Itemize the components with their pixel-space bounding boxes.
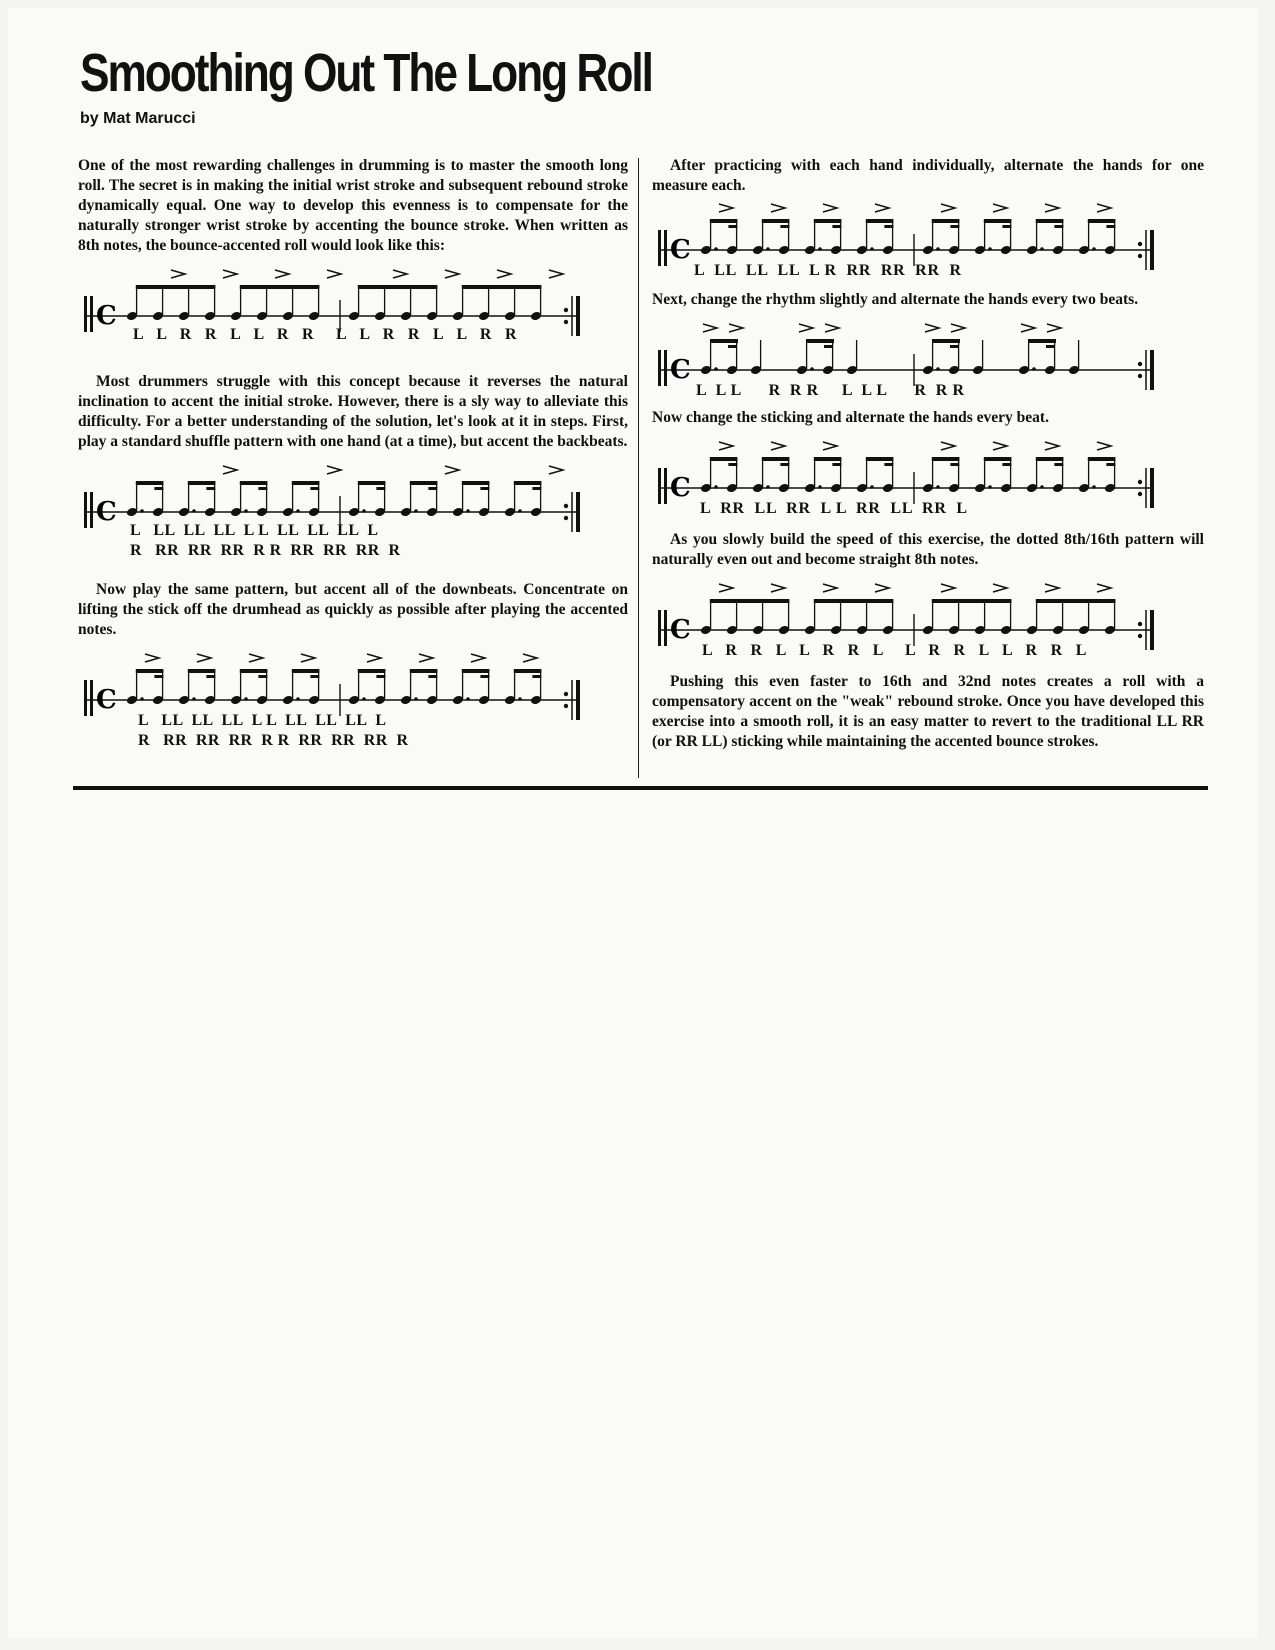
note-beam: [480, 487, 489, 490]
accent-mark: [925, 324, 939, 332]
note-beam: [358, 285, 438, 289]
accent-mark: [993, 204, 1007, 212]
accent-mark: [497, 270, 511, 278]
augmentation-dot: [192, 509, 196, 513]
augmentation-dot: [362, 509, 366, 513]
augmentation-dot: [818, 247, 822, 251]
augmentation-dot: [810, 367, 814, 371]
note-beam: [984, 219, 1012, 223]
notation-example-4: [652, 200, 1204, 284]
note-beam: [206, 675, 215, 678]
accent-mark: [301, 654, 315, 662]
note-beam: [480, 675, 489, 678]
augmentation-dot: [936, 367, 940, 371]
note-beam: [240, 481, 268, 485]
accent-mark: [445, 270, 459, 278]
paragraph-alternate: After practicing with each hand individually, alternate the hands for one measure each.: [652, 157, 1204, 194]
accent-mark: [223, 270, 237, 278]
accent-mark: [145, 654, 159, 662]
percussion-clef: [664, 468, 667, 504]
common-time-symbol: C: [96, 301, 117, 331]
note-beam: [462, 285, 542, 289]
accent-mark: [719, 442, 733, 450]
repeat-dot: [1138, 492, 1142, 496]
note-beam: [514, 669, 542, 673]
augmentation-dot: [1092, 247, 1096, 251]
augmentation-dot: [936, 247, 940, 251]
note-beam: [1036, 599, 1116, 603]
note-beam: [762, 457, 790, 461]
paragraph-rhythm: Next, change the rhythm slightly and alternate the hands every two beats.: [652, 291, 1139, 308]
note-beam: [376, 675, 385, 678]
accent-mark: [719, 204, 733, 212]
augmentation-dot: [362, 697, 366, 701]
notation-example-1: [78, 266, 628, 366]
note-beam: [428, 487, 437, 490]
accent-mark: [549, 270, 563, 278]
percussion-clef: [658, 610, 661, 646]
accent-mark: [825, 324, 839, 332]
accent-mark: [471, 654, 485, 662]
sticking-line: L LL LL LL L R RR RR RR R: [694, 262, 962, 279]
note-beam: [1054, 225, 1063, 228]
note-beam: [292, 481, 320, 485]
note-beam: [950, 225, 959, 228]
repeat-dot: [1138, 254, 1142, 258]
common-time-symbol: C: [96, 685, 117, 715]
paragraph-downbeats: Now play the same pattern, but accent all of the downbeats. Concentrate on lifting the stick off the drumhead as quickly as possible after playing the accented notes.: [78, 581, 628, 638]
accent-mark: [393, 270, 407, 278]
bottom-rule: [73, 786, 1208, 790]
accent-mark: [823, 442, 837, 450]
accent-mark: [1045, 584, 1059, 592]
note-beam: [154, 675, 163, 678]
augmentation-dot: [1092, 485, 1096, 489]
note-beam: [950, 463, 959, 466]
percussion-clef: [84, 680, 87, 716]
accent-mark: [799, 324, 813, 332]
accent-mark: [941, 204, 955, 212]
augmentation-dot: [244, 509, 248, 513]
note-beam: [932, 339, 960, 343]
augmentation-dot: [518, 697, 522, 701]
note-beam: [1106, 225, 1115, 228]
note-beam: [358, 669, 386, 673]
note-beam: [814, 219, 842, 223]
accent-mark: [197, 654, 211, 662]
accent-mark: [327, 466, 341, 474]
repeat-dot: [1138, 242, 1142, 246]
sticking-line: L L L R R R L L L R R R: [696, 382, 965, 399]
note-beam: [866, 457, 894, 461]
augmentation-dot: [518, 509, 522, 513]
accent-mark: [1097, 442, 1111, 450]
augmentation-dot: [714, 247, 718, 251]
augmentation-dot: [766, 247, 770, 251]
augmentation-dot: [714, 485, 718, 489]
repeat-dot: [564, 320, 568, 324]
note-beam: [358, 481, 386, 485]
sticking-line-top: L LL LL LL L L LL LL LL L: [138, 712, 387, 729]
note-beam: [1036, 219, 1064, 223]
percussion-clef: [664, 230, 667, 266]
note-beam: [884, 225, 893, 228]
common-time-symbol: C: [96, 497, 117, 527]
accent-mark: [275, 270, 289, 278]
repeat-dot: [1138, 480, 1142, 484]
note-beam: [1088, 457, 1116, 461]
accent-mark: [771, 204, 785, 212]
note-beam: [814, 599, 894, 603]
sticking-line-bottom: R RR RR RR R R RR RR RR R: [130, 542, 401, 559]
note-beam: [410, 669, 438, 673]
note-beam: [950, 345, 959, 348]
accent-mark: [445, 466, 459, 474]
note-beam: [376, 487, 385, 490]
augmentation-dot: [414, 509, 418, 513]
accent-mark: [249, 654, 263, 662]
note-beam: [1054, 463, 1063, 466]
note-beam: [824, 345, 833, 348]
augmentation-dot: [1040, 247, 1044, 251]
accent-mark: [993, 442, 1007, 450]
percussion-clef: [90, 492, 93, 528]
percussion-clef: [90, 680, 93, 716]
note-beam: [258, 487, 267, 490]
note-beam: [292, 669, 320, 673]
accent-mark: [1045, 442, 1059, 450]
end-barline: [576, 296, 580, 336]
accent-mark: [223, 466, 237, 474]
accent-mark: [419, 654, 433, 662]
augmentation-dot: [818, 485, 822, 489]
note-beam: [428, 675, 437, 678]
notation-example-3: [78, 650, 628, 762]
note-beam: [806, 339, 834, 343]
accent-mark: [1097, 204, 1111, 212]
accent-mark: [1097, 584, 1111, 592]
common-time-symbol: C: [670, 615, 691, 645]
augmentation-dot: [988, 247, 992, 251]
accent-mark: [941, 442, 955, 450]
accent-mark: [729, 324, 743, 332]
repeat-dot: [564, 504, 568, 508]
note-beam: [206, 487, 215, 490]
paragraph-struggle: Most drummers struggle with this concept because it reverses the natural inclination to accent the initial stroke. However, there is a sly way to alleviate this difficulty. For a better understanding of the solution, let's look at it in steps. First, play a standard shuffle pattern with one hand (at a time), but accent the backbeats.: [78, 373, 628, 450]
augmentation-dot: [140, 509, 144, 513]
accent-mark: [1045, 204, 1059, 212]
accent-mark: [1021, 324, 1035, 332]
accent-mark: [703, 324, 717, 332]
note-beam: [310, 487, 319, 490]
paragraph-conclusion: Pushing this even faster to 16th and 32nd notes creates a roll with a compensatory accent on the "weak" rebound stroke. Once you have developed this exercise into a smooth roll, it is an easy matter to revert to the traditional LL RR (or RR LL) sticking while maintaining the accented bounce strokes.: [652, 673, 1204, 750]
note-beam: [514, 481, 542, 485]
accent-mark: [823, 584, 837, 592]
accent-mark: [951, 324, 965, 332]
augmentation-dot: [870, 485, 874, 489]
note-beam: [762, 219, 790, 223]
note-beam: [932, 599, 1012, 603]
note-beam: [728, 225, 737, 228]
common-time-symbol: C: [670, 355, 691, 385]
accent-mark: [993, 584, 1007, 592]
accent-mark: [875, 584, 889, 592]
note-beam: [1002, 463, 1011, 466]
augmentation-dot: [870, 247, 874, 251]
percussion-clef: [664, 350, 667, 386]
note-beam: [532, 675, 541, 678]
note-beam: [462, 669, 490, 673]
note-beam: [136, 481, 164, 485]
accent-mark: [171, 270, 185, 278]
note-beam: [462, 481, 490, 485]
augmentation-dot: [1032, 367, 1036, 371]
sticking-line: L RR LL RR L L RR LL RR L: [700, 500, 968, 517]
note-beam: [710, 219, 738, 223]
notation-example-7: [652, 580, 1204, 666]
accent-mark: [367, 654, 381, 662]
note-beam: [710, 457, 738, 461]
accent-mark: [549, 466, 563, 474]
right-column: [652, 156, 1204, 752]
article-title: Smoothing Out The Long Roll: [80, 43, 652, 103]
augmentation-dot: [192, 697, 196, 701]
note-beam: [154, 487, 163, 490]
augmentation-dot: [140, 697, 144, 701]
left-column: [78, 156, 628, 768]
note-beam: [136, 285, 216, 289]
accent-mark: [875, 204, 889, 212]
augmentation-dot: [466, 697, 470, 701]
note-beam: [188, 669, 216, 673]
note-beam: [932, 457, 960, 461]
end-barline: [1150, 468, 1154, 508]
note-beam: [258, 675, 267, 678]
end-barline: [1150, 230, 1154, 270]
augmentation-dot: [936, 485, 940, 489]
accent-mark: [719, 584, 733, 592]
percussion-clef: [664, 610, 667, 646]
percussion-clef: [658, 230, 661, 266]
percussion-clef: [84, 492, 87, 528]
notation-example-5: [652, 320, 1204, 402]
note-beam: [240, 285, 320, 289]
note-beam: [1106, 463, 1115, 466]
repeat-dot: [564, 692, 568, 696]
sticking-line: L R R L L R R L L R R L L R R L: [702, 642, 1092, 659]
note-beam: [884, 463, 893, 466]
page: [8, 8, 1258, 1638]
accent-mark: [771, 442, 785, 450]
accent-mark: [327, 270, 341, 278]
note-beam: [780, 225, 789, 228]
note-beam: [1046, 345, 1055, 348]
note-beam: [780, 463, 789, 466]
note-beam: [310, 675, 319, 678]
percussion-clef: [658, 350, 661, 386]
percussion-clef: [658, 468, 661, 504]
notation-example-6: [652, 438, 1204, 524]
augmentation-dot: [466, 509, 470, 513]
note-beam: [814, 457, 842, 461]
note-beam: [410, 481, 438, 485]
percussion-clef: [84, 296, 87, 332]
byline: by Mat Marucci: [80, 110, 196, 127]
augmentation-dot: [244, 697, 248, 701]
accent-mark: [523, 654, 537, 662]
sticking-line: L L R R L L R R L L R R L L R R: [133, 326, 522, 343]
column-divider: [638, 158, 639, 778]
end-barline: [1150, 610, 1154, 650]
note-beam: [240, 669, 268, 673]
note-beam: [136, 669, 164, 673]
repeat-dot: [1138, 622, 1142, 626]
repeat-dot: [1138, 374, 1142, 378]
paragraph-intro: One of the most rewarding challenges in drumming is to master the smooth long roll. The secret is in making the initial wrist stroke and subsequent rebound stroke dynamically equal. One way to develop this evenness is to compensate for the naturally stronger wrist stroke by accenting the bounce stroke. When written as 8th notes, the bounce-accented roll would look like this:: [78, 157, 628, 254]
common-time-symbol: C: [670, 473, 691, 503]
sticking-line-top: L LL LL LL L L LL LL LL L: [130, 522, 379, 539]
percussion-clef: [90, 296, 93, 332]
end-barline: [1150, 350, 1154, 390]
note-beam: [532, 487, 541, 490]
note-beam: [866, 219, 894, 223]
note-beam: [984, 457, 1012, 461]
repeat-dot: [564, 308, 568, 312]
repeat-dot: [564, 516, 568, 520]
sticking-line-bottom: R RR RR RR R R RR RR RR R: [138, 732, 409, 749]
note-beam: [728, 463, 737, 466]
paragraph-sticking: Now change the sticking and alternate the hands every beat.: [652, 409, 1049, 426]
notation-example-2: [78, 462, 628, 574]
note-beam: [1002, 225, 1011, 228]
accent-mark: [771, 584, 785, 592]
augmentation-dot: [414, 697, 418, 701]
note-beam: [1036, 457, 1064, 461]
note-beam: [1028, 339, 1056, 343]
accent-mark: [941, 584, 955, 592]
common-time-symbol: C: [670, 235, 691, 265]
augmentation-dot: [766, 485, 770, 489]
end-barline: [576, 680, 580, 720]
note-beam: [1088, 219, 1116, 223]
augmentation-dot: [296, 697, 300, 701]
augmentation-dot: [296, 509, 300, 513]
augmentation-dot: [1040, 485, 1044, 489]
note-beam: [710, 339, 738, 343]
note-beam: [710, 599, 790, 603]
note-beam: [832, 463, 841, 466]
end-barline: [576, 492, 580, 532]
note-beam: [188, 481, 216, 485]
note-beam: [932, 219, 960, 223]
augmentation-dot: [714, 367, 718, 371]
note-beam: [728, 345, 737, 348]
repeat-dot: [1138, 362, 1142, 366]
paragraph-speed: As you slowly build the speed of this exercise, the dotted 8th/16th pattern will naturally even out and become straight 8th notes.: [652, 531, 1204, 568]
accent-mark: [823, 204, 837, 212]
augmentation-dot: [988, 485, 992, 489]
note-beam: [832, 225, 841, 228]
repeat-dot: [564, 704, 568, 708]
accent-mark: [1047, 324, 1061, 332]
repeat-dot: [1138, 634, 1142, 638]
